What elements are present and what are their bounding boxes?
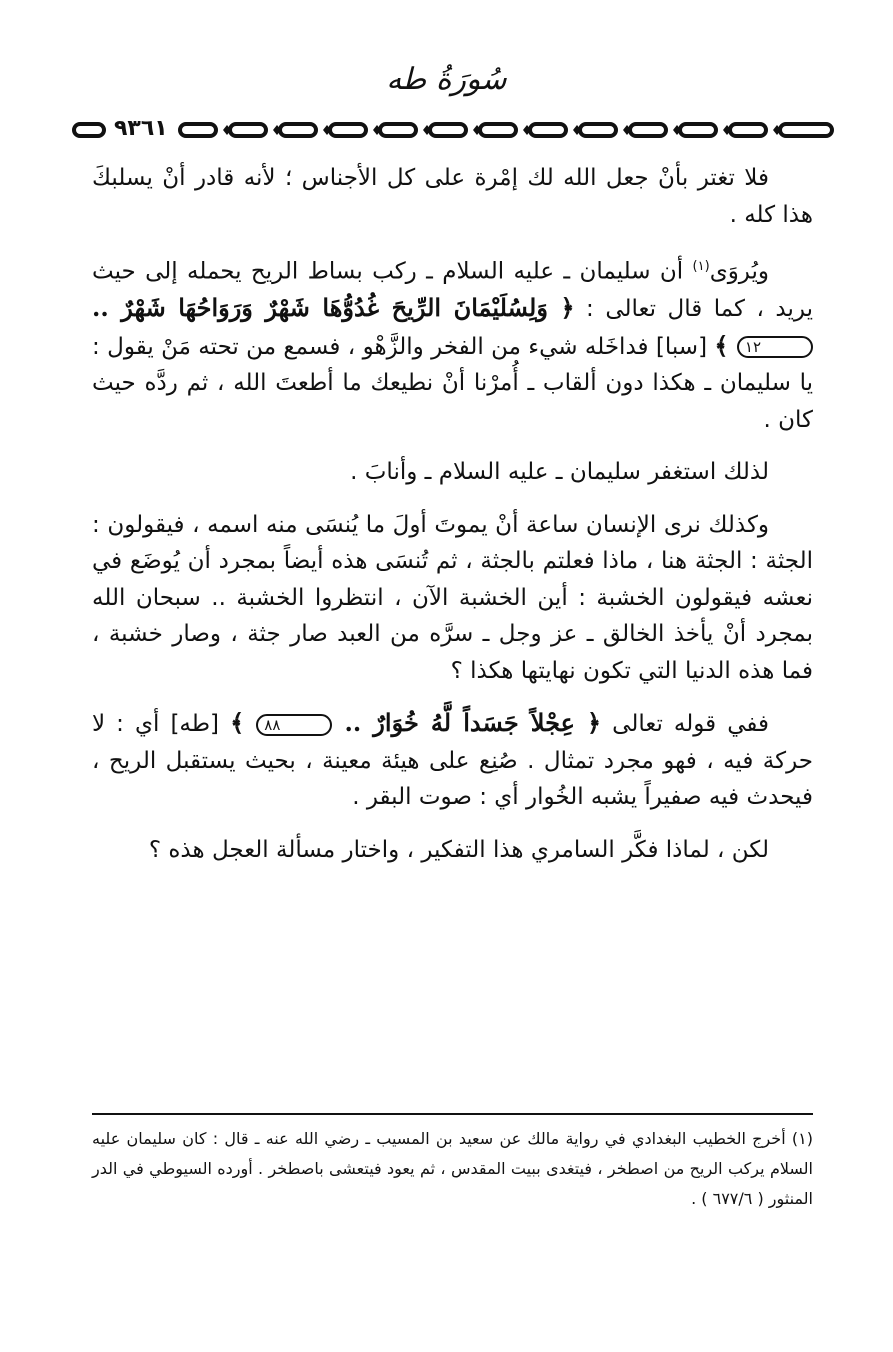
body-text — [92, 160, 813, 868]
quran-verse: ﴿ عِجْلاً جَسَداً لَّهُ خُوَارٌ .. — [332, 708, 602, 738]
paragraph-5 — [92, 705, 813, 816]
verse-close: ﴾ — [230, 708, 257, 738]
surah-title: سُورَةُ طه — [386, 62, 507, 97]
footnote-text: (١) أخرج الخطيب البغدادي في رواية مالك عن سعيد بن المسيب ـ رضي الله عنه ـ قال : كان سليمان عليه السلام يركب الريح من اصطخر ، فيتغدى ببيت المقدس ، ثم يعود فيتعشى باصطخر . أورده السيوطي في الدر المنثور ( ٦٧٧/٦ ) . — [92, 1129, 813, 1208]
paragraph-2 — [92, 249, 813, 438]
paragraph-5-lead: ففي قوله تعالى — [601, 711, 769, 738]
footnote-divider — [92, 1113, 813, 1115]
paragraph-1: فلا تغتر بأنْ جعل الله لك إمْرة على كل الأجناس ؛ لأنه قادر أنْ يسلبكَ هذا كله . — [92, 165, 813, 228]
ayah-number: ١٢ — [737, 336, 813, 358]
footnote — [92, 1124, 813, 1214]
paragraph-4: وكذلك نرى الإنسان ساعة أنْ يموتَ أولَ ما يُنسَى منه اسمه ، فيقولون : الجثة : الجثة هنا ، ماذا فعلتم بالجثة ، ثم تُنسَى هذه أيضاً بمجرد أن يُوضَع في نعشه فيقولون الخشبة : أين الخشبة الآن ، انتظروا الخشبة .. سبحان الله بمجرد أنْ يأخذ الخالق ـ عز وجل ـ سرَّه من العبد صار جثة ، وصار خشبة ، فما هذه الدنيا التي تكون نهايتها هكذا ؟ — [92, 511, 813, 684]
paragraph-2-text: أن سليمان ـ عليه السلام ـ ركب بساط الريح يحمله إلى حيث يريد ، كما قال تعالى : — [92, 258, 813, 323]
paragraph-2-rest: [سبا] فداخَله شيء من الفخر والزَّهْو ، فسمع من تحته مَنْ يقول : يا سليمان ـ هكذا دون ألقاب ـ أُمرْنا أنْ نطيعك ما أطعتَ الله ، ثم ردَّه حيث كان . — [92, 333, 813, 433]
paragraph-3: لذلك استغفر سليمان ـ عليه السلام ـ وأنابَ . — [350, 459, 769, 486]
page-number: ٩٣٦١ — [110, 116, 172, 142]
verse-close: ﴾ — [714, 330, 737, 360]
paragraph-6: لكن ، لماذا فكَّر السامري هذا التفكير ، واختار مسألة العجل هذه ؟ — [148, 836, 769, 863]
paragraph-2-lead: ويُروَى — [709, 258, 769, 285]
footnote-ref: (١) — [692, 259, 710, 274]
quran-verse: ﴿ وَلِسُلَيْمَانَ الرِّيحَ غُدُوُّهَا شَهْرٌ وَرَوَاحُهَا شَهْرٌ .. — [92, 293, 575, 323]
paragraph-5-rest: [طه] أي : لا حركة فيه ، فهو مجرد تمثال . صُنِع على هيئة معينة ، بحيث يستقبل الريح ، فيحدث فيه صفيراً يشبه الخُوار أي : صوت البقر . — [92, 711, 813, 811]
ornament-band — [70, 115, 840, 145]
ayah-number: ٨٨ — [256, 714, 332, 736]
